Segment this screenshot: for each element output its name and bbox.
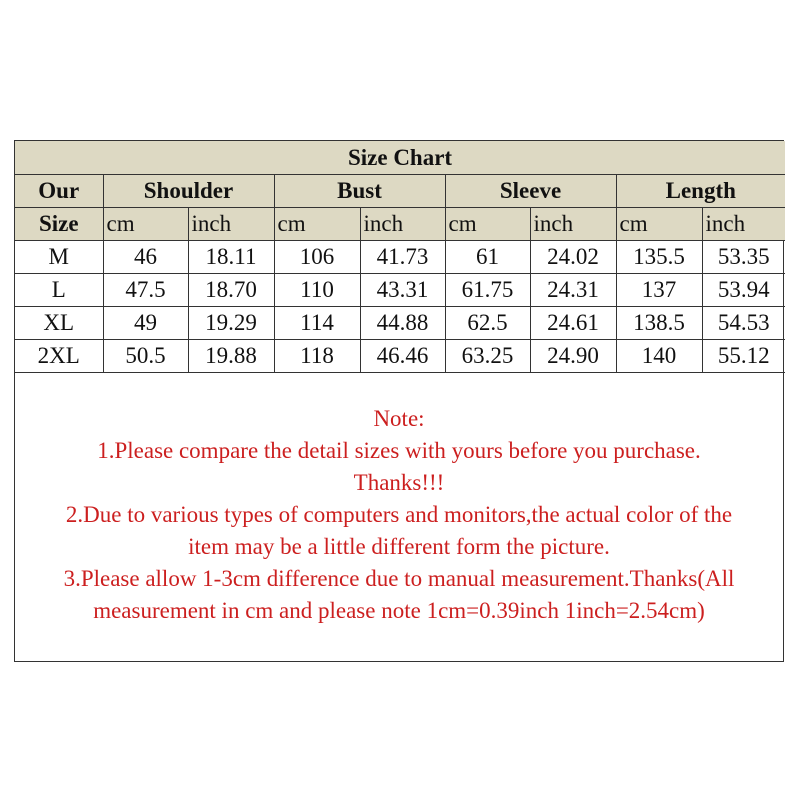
group-header-bust: Bust	[274, 175, 445, 208]
value-cell: 46.46	[360, 340, 445, 373]
value-cell: 24.02	[530, 241, 616, 274]
size-cell: M	[15, 241, 103, 274]
value-cell: 61	[445, 241, 530, 274]
unit-inch: inch	[188, 208, 274, 241]
note-line: Thanks!!!	[353, 470, 445, 495]
value-cell: 50.5	[103, 340, 188, 373]
unit-cm: cm	[274, 208, 360, 241]
value-cell: 53.94	[702, 274, 785, 307]
value-cell: 24.61	[530, 307, 616, 340]
group-header-shoulder: Shoulder	[103, 175, 274, 208]
value-cell: 47.5	[103, 274, 188, 307]
table-row	[15, 340, 785, 373]
size-cell: XL	[15, 307, 103, 340]
value-cell: 18.70	[188, 274, 274, 307]
value-cell: 55.12	[702, 340, 785, 373]
note-line: measurement in cm and please note 1cm=0.39inch 1inch=2.54cm)	[93, 598, 705, 623]
value-cell: 24.31	[530, 274, 616, 307]
size-header-top: Our	[15, 175, 103, 208]
value-cell: 61.75	[445, 274, 530, 307]
unit-inch: inch	[702, 208, 785, 241]
note-line: 2.Due to various types of computers and monitors,the actual color of the	[65, 502, 733, 527]
size-cell: L	[15, 274, 103, 307]
size-header-bottom: Size	[15, 208, 103, 241]
value-cell: 24.90	[530, 340, 616, 373]
value-cell: 46	[103, 241, 188, 274]
size-chart	[14, 140, 784, 662]
unit-cm: cm	[616, 208, 702, 241]
notes-block	[15, 403, 783, 627]
value-cell: 63.25	[445, 340, 530, 373]
size-cell: 2XL	[15, 340, 103, 373]
value-cell: 43.31	[360, 274, 445, 307]
value-cell: 18.11	[188, 241, 274, 274]
table-row	[15, 274, 785, 307]
value-cell: 53.35	[702, 241, 785, 274]
value-cell: 49	[103, 307, 188, 340]
value-cell: 138.5	[616, 307, 702, 340]
value-cell: 19.29	[188, 307, 274, 340]
table-title: Size Chart	[15, 141, 785, 175]
table-row	[15, 307, 785, 340]
note-line: item may be a little different form the picture.	[188, 534, 610, 559]
unit-cm: cm	[445, 208, 530, 241]
value-cell: 106	[274, 241, 360, 274]
unit-inch: inch	[530, 208, 616, 241]
note-line: 1.Please compare the detail sizes with yours before you purchase.	[97, 438, 701, 463]
value-cell: 114	[274, 307, 360, 340]
value-cell: 135.5	[616, 241, 702, 274]
unit-inch: inch	[360, 208, 445, 241]
note-line: 3.Please allow 1-3cm difference due to manual measurement.Thanks(All	[63, 566, 735, 591]
group-header-sleeve: Sleeve	[445, 175, 616, 208]
value-cell: 118	[274, 340, 360, 373]
value-cell: 54.53	[702, 307, 785, 340]
value-cell: 44.88	[360, 307, 445, 340]
value-cell: 110	[274, 274, 360, 307]
value-cell: 62.5	[445, 307, 530, 340]
size-chart-table	[15, 141, 785, 373]
value-cell: 19.88	[188, 340, 274, 373]
group-header-length: Length	[616, 175, 785, 208]
unit-cm: cm	[103, 208, 188, 241]
value-cell: 41.73	[360, 241, 445, 274]
table-row	[15, 241, 785, 274]
value-cell: 140	[616, 340, 702, 373]
value-cell: 137	[616, 274, 702, 307]
note-heading: Note:	[373, 406, 425, 431]
